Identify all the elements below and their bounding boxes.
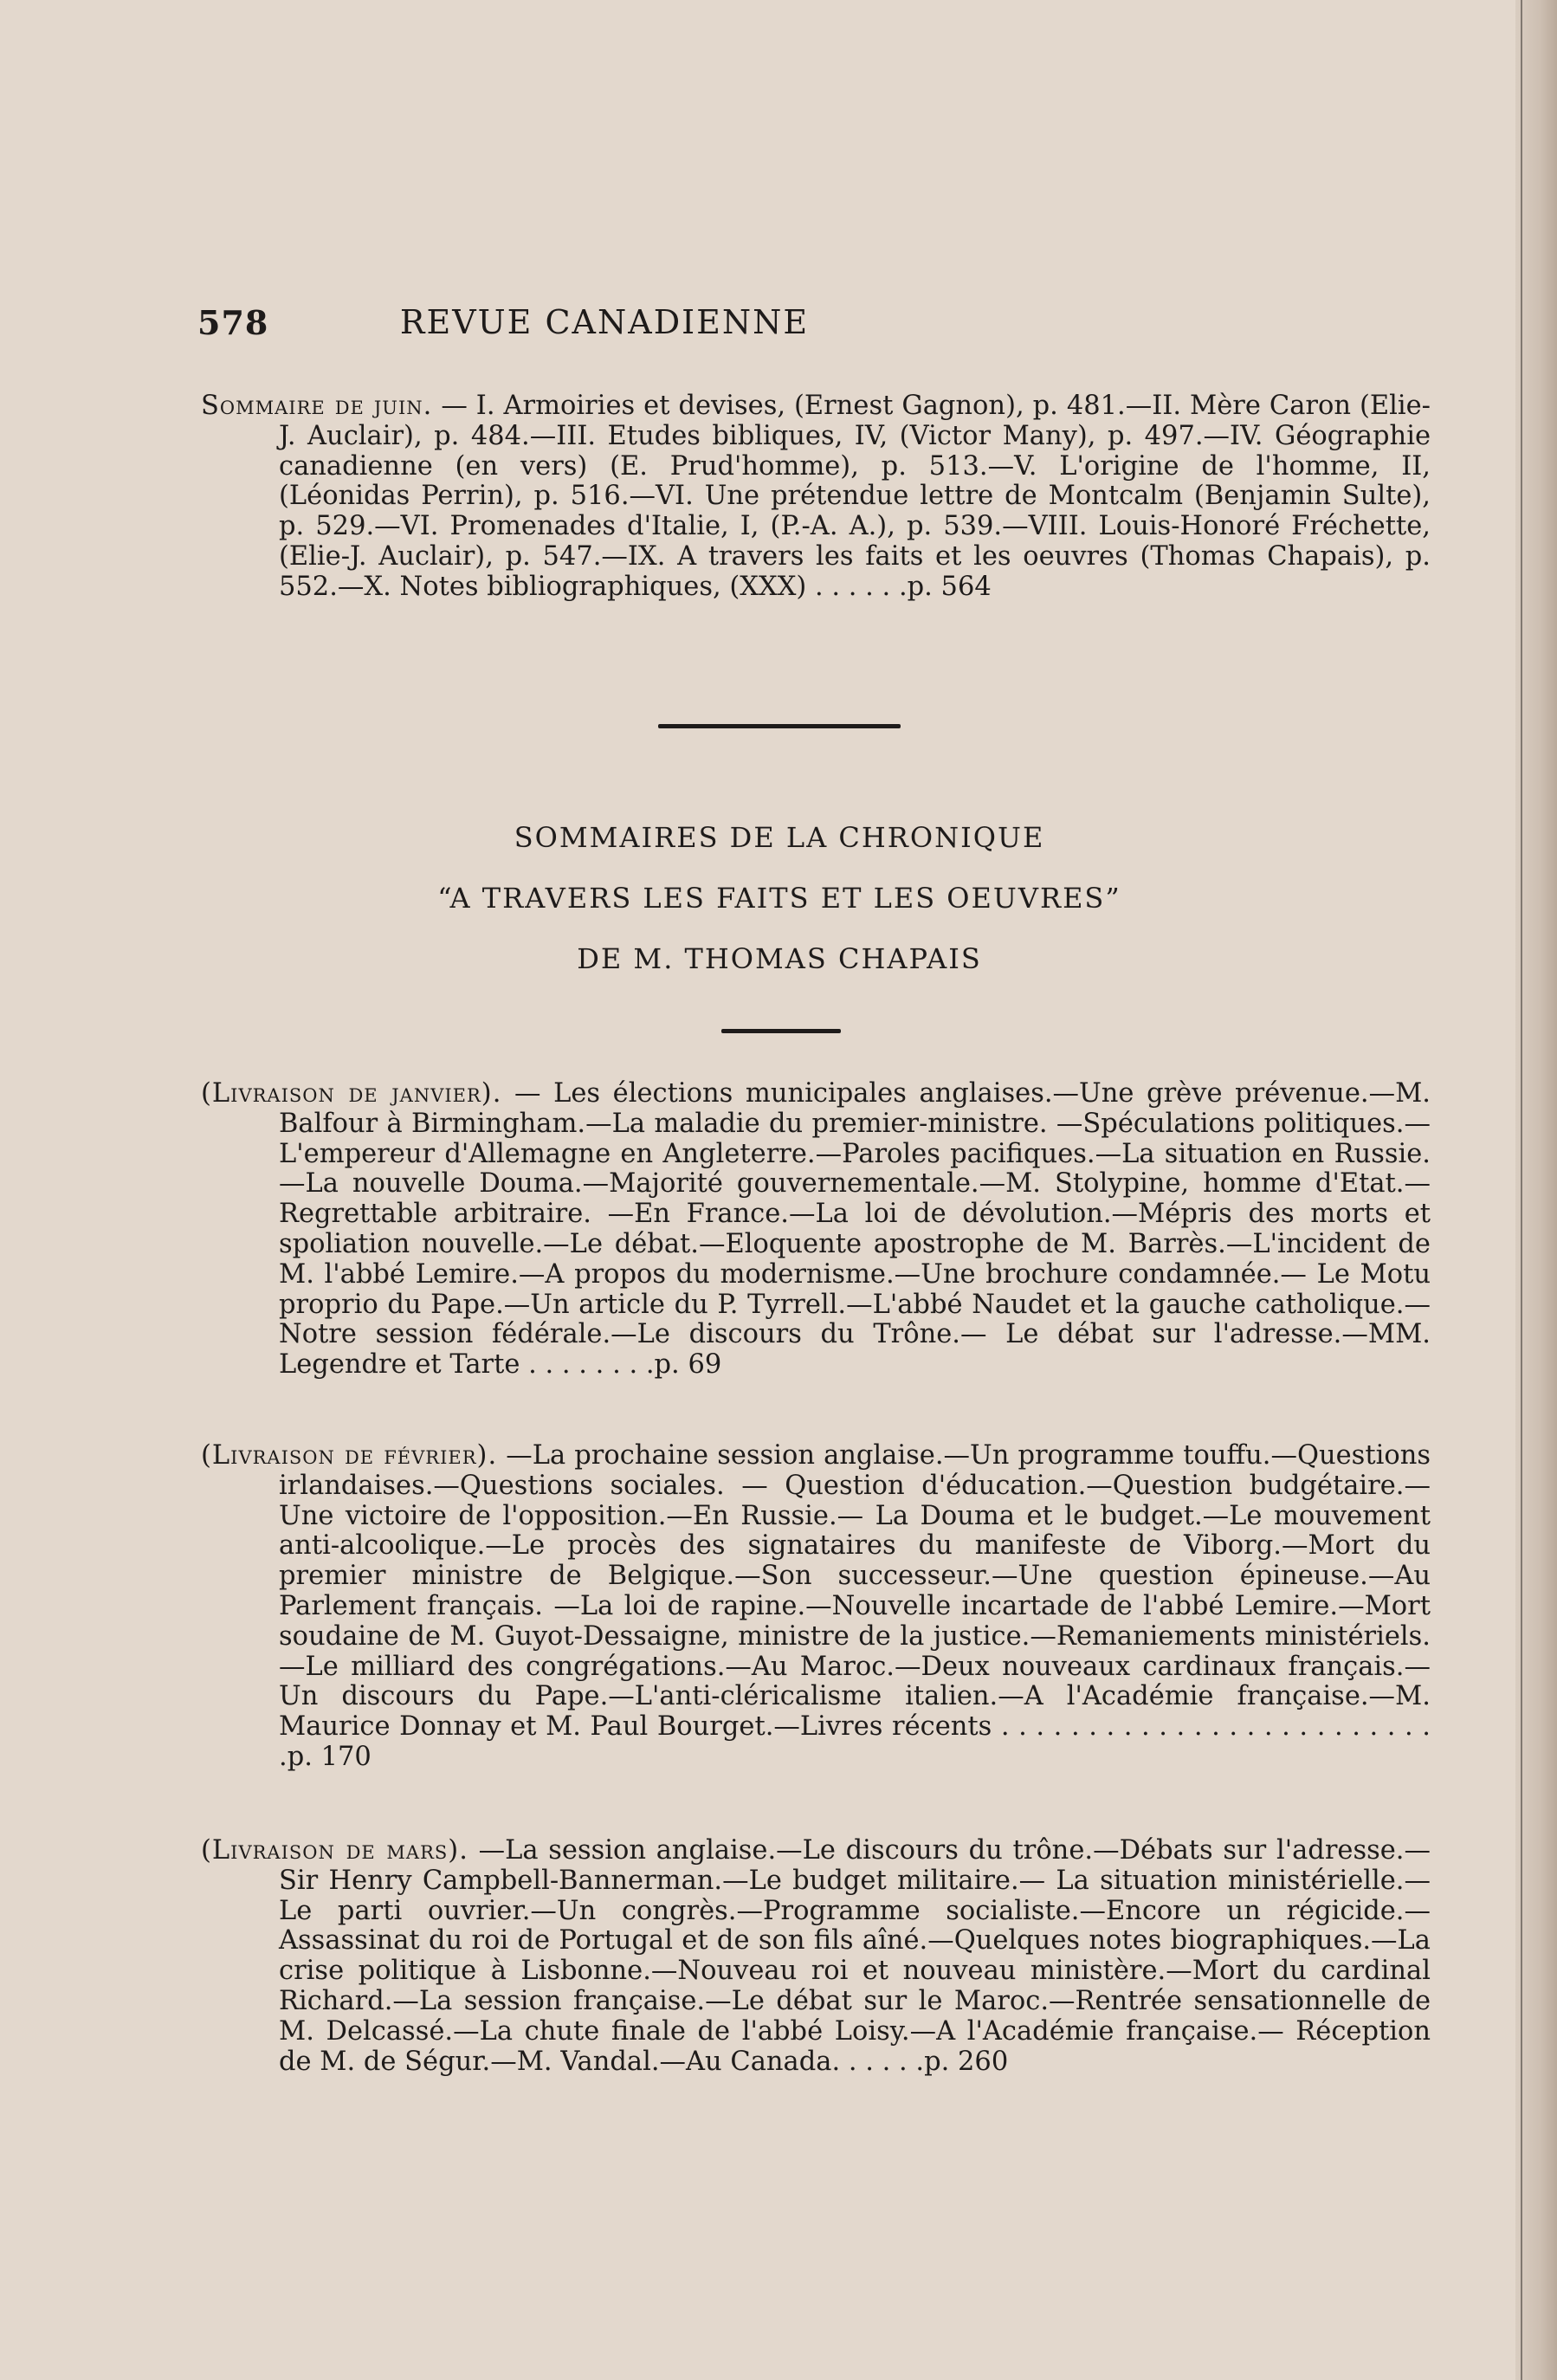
page-fold-line [1521,0,1522,2380]
running-title: REVUE CANADIENNE [399,303,810,341]
page-number: 578 [197,303,269,342]
entry-text: — I. Armoiries et devises, (Ernest Gagnon), p. 481.—II. Mère Caron (Elie-J. Auclair), p. 484.—III. Etudes bibliques, IV, (Victor Many), p. 497.—IV. Géographie canadienne (en vers) (E. Prud'homme), p. 513.—V. L'origine de l'homme, II, (Léonidas Perrin), p. 516.—VI. Une prétendue lettre de Montcalm (Benjamin Sulte), p. 529.—VI. Promenades d'Italie, I, (P.-A. A.), p. 539.—VIII. Louis-Honoré Fréchette, (Elie-J. Auclair), p. 547.—IX. A travers les faits et les oeuvres (Thomas Chapais), p. 552.—X. Notes bibliographiques, (XXX) . . . . . .p. 564 [279,391,1431,602]
page-header [197,303,1011,346]
entry-lead: (Livraison de mars). [201,1835,468,1866]
entry-lead: Sommaire de juin. [201,391,433,421]
heading-divider [721,1029,841,1033]
chronique-heading-line-3: DE M. THOMAS CHAPAIS [577,942,982,975]
section-divider [658,724,901,728]
livraison-janvier [201,1079,1431,1381]
sommaire-juin [201,391,1431,603]
chronique-heading-line-1: SOMMAIRES DE LA CHRONIQUE [514,821,1045,854]
entry-lead: (Livraison de janvier). [201,1078,502,1109]
entry-text: —La session anglaise.—Le discours du trône.—Débats sur l'adresse.—Sir Henry Campbell-Bannerman.—Le budget militaire.— La situation ministérielle.—Le parti ouvrier.—Un congrès.—Programme socialiste.—Encore un régicide.—Assassinat du roi de Portugal et de son fils aîné.—Quelques notes biographiques.—La crise politique à Lisbonne.—Nouveau roi et nouveau ministère.—Mort du cardinal Richard.—La session française.—Le débat sur le Maroc.—Rentrée sensationnelle de M. Delcassé.—La chute finale de l'abbé Loisy.—A l'Académie française.— Réception de M. de Ségur.—M. Vandal.—Au Canada. . . . . .p. 260 [279,1835,1431,2077]
entry-lead: (Livraison de février). [201,1440,498,1471]
entry-text: — Les élections municipales anglaises.—Une grève prévenue.—M. Balfour à Birmingham.—La maladie du premier-ministre. —Spéculations politiques.—L'empereur d'Allemagne en Angleterre.—Paroles pacifiques.—La situation en Russie.—La nouvelle Douma.—Majorité gouvernementale.—M. Stolypine, homme d'Etat.—Regrettable arbitraire. —En France.—La loi de dévolution.—Mépris des morts et spoliation nouvelle.—Le débat.—Eloquente apostrophe de M. Barrès.—L'incident de M. l'abbé Lemire.—A propos du modernisme.—Une brochure condamnée.— Le Motu proprio du Pape.—Un article du P. Tyrrell.—L'abbé Naudet et la gauche catholique.—Notre session fédérale.—Le discours du Trône.— Le débat sur l'adresse.—MM. Legendre et Tarte . . . . . . . .p. 69 [279,1078,1431,1381]
entry-text: —La prochaine session anglaise.—Un programme touffu.—Questions irlandaises.—Questions sociales. — Question d'éducation.—Question budgétaire.—Une victoire de l'opposition.—En Russie.— La Douma et le budget.—Le mouvement anti-alcoolique.—Le procès des signataires du manifeste de Viborg.—Mort du premier ministre de Belgique.—Son successeur.—Une question épineuse.—Au Parlement français. —La loi de rapine.—Nouvelle incartade de l'abbé Lemire.—Mort soudaine de M. Guyot-Dessaigne, ministre de la justice.—Remaniements ministériels.—Le milliard des congrégations.—Au Maroc.—Deux nouveaux cardinaux français.—Un discours du Pape.—L'anti-cléricalisme italien.—A l'Académie française.—M. Maurice Donnay et M. Paul Bourget.—Livres récents . . . . . . . . . . . . . . . . . . . . . . . . . .p. 170 [279,1440,1431,1772]
chronique-heading-line-2: “A TRAVERS LES FAITS ET LES OEUVRES” [437,882,1121,915]
livraison-fevrier [201,1441,1431,1773]
livraison-mars [201,1836,1431,2077]
